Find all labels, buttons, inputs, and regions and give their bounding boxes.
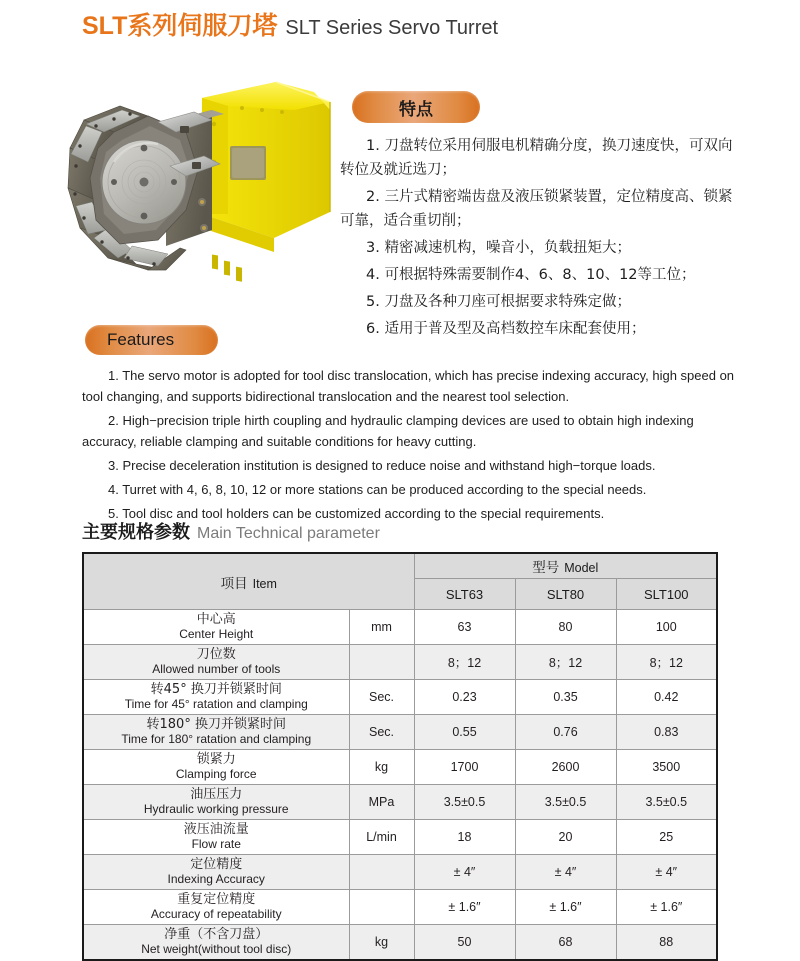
feature-cn-item: 1. 刀盘转位采用伺服电机精确分度，换刀速度快，可双向转位及就近选刀； xyxy=(340,138,733,178)
header-model-cn: 型号 xyxy=(532,560,560,575)
row-label-en: Hydraulic working pressure xyxy=(143,802,289,816)
row-value-slt80: 68 xyxy=(515,925,616,961)
row-label xyxy=(83,820,349,855)
row-label-en: Flow rate xyxy=(191,837,241,851)
row-label-cn: 定位精度 xyxy=(190,857,243,872)
table-row xyxy=(83,925,717,961)
header-item xyxy=(83,553,414,610)
row-value-slt100: 3.5±0.5 xyxy=(616,785,717,820)
feature-cn-item: 6. 适用于普及型及高档数控车床配套使用； xyxy=(366,321,646,337)
row-label xyxy=(83,855,349,890)
features-en-list xyxy=(82,365,740,527)
header-item-cn: 项目 xyxy=(220,575,248,591)
table-row xyxy=(83,890,717,925)
row-value-slt80: 20 xyxy=(515,820,616,855)
header-model xyxy=(414,553,717,579)
table-row xyxy=(83,715,717,750)
row-unit: L/min xyxy=(349,820,414,855)
row-value-slt80: 8；12 xyxy=(515,645,616,680)
table-row xyxy=(83,820,717,855)
row-value-slt80: 2600 xyxy=(515,750,616,785)
table-row xyxy=(83,610,717,645)
feature-cn-item: 2. 三片式精密端齿盘及液压锁紧装置，定位精度高、锁紧可靠，适合重切削； xyxy=(340,189,733,229)
header-model-en: Model xyxy=(564,561,599,575)
row-label-cn: 转180° 换刀并锁紧时间 xyxy=(146,717,286,732)
row-value-slt63: 8；12 xyxy=(414,645,515,680)
row-unit: kg xyxy=(349,750,414,785)
row-label-cn: 刀位数 xyxy=(196,647,236,662)
row-value-slt63: 0.23 xyxy=(414,680,515,715)
row-label-en: Clamping force xyxy=(175,767,257,781)
row-unit: MPa xyxy=(349,785,414,820)
row-unit: mm xyxy=(349,610,414,645)
table-header-row xyxy=(83,553,717,579)
model-column-slt80: SLT80 xyxy=(515,579,616,610)
feature-en-item: 2. High−precision triple hirth coupling and hydraulic clamping devices are used to obtain high indexing accuracy, reliable clamping and suitable conditions for heavy cutting. xyxy=(82,413,694,449)
row-unit: kg xyxy=(349,925,414,961)
table-row xyxy=(83,645,717,680)
spec-section-heading xyxy=(82,518,380,544)
row-label xyxy=(83,785,349,820)
spec-heading-cn: 主要规格参数 xyxy=(82,522,190,542)
row-value-slt100: 8；12 xyxy=(616,645,717,680)
feature-en-item: 4. Turret with 4, 6, 8, 10, 12 or more stations can be produced according to the special needs. xyxy=(108,482,647,497)
feature-en-item: 1. The servo motor is adopted for tool disc translocation, which has precise indexing accuracy, high speed on tool changing, and supports bidirectional translocation and the nearest tool selection. xyxy=(82,368,735,404)
row-value-slt80: 0.76 xyxy=(515,715,616,750)
feature-en-item: 5. Tool disc and tool holders can be customized according to the special requirements. xyxy=(108,506,605,521)
row-unit: Sec. xyxy=(349,680,414,715)
row-value-slt100: ± 4″ xyxy=(616,855,717,890)
row-value-slt63: 18 xyxy=(414,820,515,855)
row-label-en: Center Height xyxy=(179,627,254,641)
feature-cn-item: 3. 精密减速机构，噪音小，负载扭矩大； xyxy=(366,240,631,256)
row-value-slt100: 100 xyxy=(616,610,717,645)
spec-table xyxy=(82,552,718,961)
row-value-slt80: 0.35 xyxy=(515,680,616,715)
row-label xyxy=(83,750,349,785)
table-row xyxy=(83,750,717,785)
page-title-en: SLT Series Servo Turret xyxy=(285,17,499,39)
row-value-slt100: ± 1.6″ xyxy=(616,890,717,925)
row-unit xyxy=(349,890,414,925)
row-value-slt100: 3500 xyxy=(616,750,717,785)
row-label xyxy=(83,925,349,961)
row-label xyxy=(83,680,349,715)
row-label-en: Accuracy of repeatability xyxy=(150,907,282,921)
row-label-cn: 油压压力 xyxy=(190,787,243,802)
features-cn-badge-label: 特点 xyxy=(399,99,433,119)
page-title xyxy=(82,6,498,42)
product-photo xyxy=(62,62,347,302)
row-value-slt63: ± 4″ xyxy=(414,855,515,890)
table-row xyxy=(83,855,717,890)
row-value-slt100: 0.42 xyxy=(616,680,717,715)
feature-cn-item: 5. 刀盘及各种刀座可根据要求特殊定做； xyxy=(366,294,631,310)
features-en-badge xyxy=(85,325,218,355)
row-label-en: Net weight(without tool disc) xyxy=(141,942,292,956)
row-value-slt100: 88 xyxy=(616,925,717,961)
row-value-slt100: 0.83 xyxy=(616,715,717,750)
row-value-slt63: 3.5±0.5 xyxy=(414,785,515,820)
row-value-slt63: 0.55 xyxy=(414,715,515,750)
row-label xyxy=(83,715,349,750)
page-title-cn: SLT系列伺服刀塔 xyxy=(82,12,278,40)
row-label xyxy=(83,610,349,645)
row-label-en: Time for 45° ratation and clamping xyxy=(124,697,308,711)
feature-en-item: 3. Precise deceleration institution is designed to reduce noise and withstand high−torque loads. xyxy=(108,458,656,473)
features-en-badge-label: Features xyxy=(107,330,175,349)
row-unit xyxy=(349,855,414,890)
row-value-slt80: ± 1.6″ xyxy=(515,890,616,925)
row-label-cn: 液压油流量 xyxy=(183,822,249,837)
row-label-cn: 锁紧力 xyxy=(196,752,236,767)
row-label-en: Time for 180° ratation and clamping xyxy=(121,732,312,746)
row-label-cn: 中心高 xyxy=(196,612,236,627)
row-label-cn: 转45° 换刀并锁紧时间 xyxy=(150,682,282,697)
row-label-en: Allowed number of tools xyxy=(152,662,281,676)
header-item-en: Item xyxy=(252,576,277,591)
table-row xyxy=(83,785,717,820)
table-row xyxy=(83,680,717,715)
row-value-slt63: 63 xyxy=(414,610,515,645)
row-label xyxy=(83,890,349,925)
row-label-cn: 重复定位精度 xyxy=(177,892,256,907)
row-unit: Sec. xyxy=(349,715,414,750)
row-value-slt63: ± 1.6″ xyxy=(414,890,515,925)
servo-turret-illustration xyxy=(62,62,347,302)
row-label-en: Indexing Accuracy xyxy=(167,872,265,886)
model-column-slt63: SLT63 xyxy=(414,579,515,610)
turret-housing xyxy=(202,82,330,282)
features-cn-badge xyxy=(352,91,480,123)
features-cn-list xyxy=(340,134,738,344)
row-unit xyxy=(349,645,414,680)
row-value-slt80: 80 xyxy=(515,610,616,645)
row-value-slt80: ± 4″ xyxy=(515,855,616,890)
row-value-slt100: 25 xyxy=(616,820,717,855)
row-label xyxy=(83,645,349,680)
row-value-slt80: 3.5±0.5 xyxy=(515,785,616,820)
row-value-slt63: 1700 xyxy=(414,750,515,785)
row-value-slt63: 50 xyxy=(414,925,515,961)
feature-cn-item: 4. 可根据特殊需要制作4、6、8、10、12等工位； xyxy=(366,267,696,283)
row-label-cn: 净重（不含刀盘） xyxy=(164,927,269,942)
model-column-slt100: SLT100 xyxy=(616,579,717,610)
spec-heading-en: Main Technical parameter xyxy=(197,525,380,542)
